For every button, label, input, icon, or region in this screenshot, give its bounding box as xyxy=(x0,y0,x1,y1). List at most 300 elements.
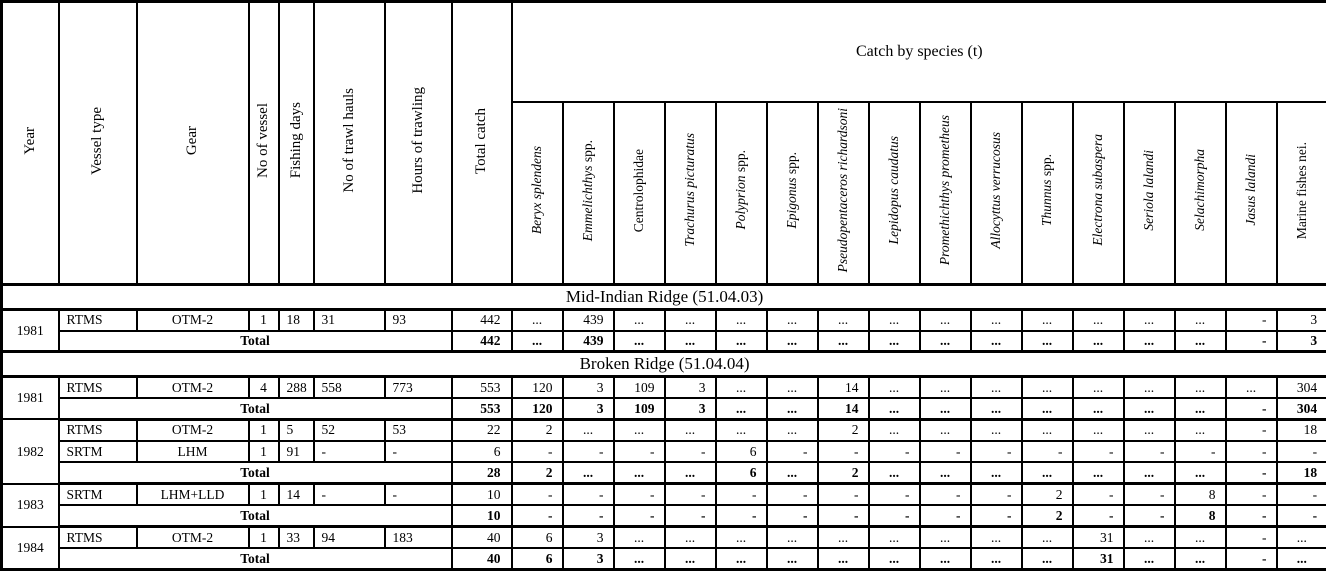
species-value-cell: ... xyxy=(1124,398,1175,419)
total-catch-cell: 40 xyxy=(452,548,512,570)
fishing-days-cell: 288 xyxy=(279,377,314,398)
species-value-cell: ... xyxy=(920,527,971,548)
species-value-cell: ... xyxy=(971,398,1022,419)
species-value-cell: ... xyxy=(1073,398,1124,419)
species-value-cell: - xyxy=(1226,309,1277,330)
species-value-cell: ... xyxy=(869,548,920,570)
species-value-cell: - xyxy=(1277,505,1326,526)
data-row xyxy=(2,419,1326,440)
total-row xyxy=(2,398,1326,419)
species-value-cell: 2 xyxy=(512,419,563,440)
species-group-header: Catch by species (t) xyxy=(512,2,1326,102)
species-value-cell: - xyxy=(1226,548,1277,570)
hours-trawling-cell: 183 xyxy=(385,527,452,548)
species-value-cell: - xyxy=(665,505,716,526)
species-value-cell: 14 xyxy=(818,377,869,398)
col-header-species xyxy=(971,102,1022,285)
species-name: Emmelichthys spp. xyxy=(580,139,596,241)
col-header-species xyxy=(563,102,614,285)
species-value-cell: ... xyxy=(971,309,1022,330)
species-value-cell: ... xyxy=(716,331,767,352)
fishing-days-cell: 18 xyxy=(279,309,314,330)
col-header-species xyxy=(920,102,971,285)
no-of-vessel-cell: 4 xyxy=(249,377,279,398)
species-value-cell: - xyxy=(818,441,869,462)
species-name: Marine fishes nei. xyxy=(1294,141,1310,239)
col-header-species xyxy=(1022,102,1073,285)
hours-trawling-cell: 53 xyxy=(385,419,452,440)
species-value-cell: - xyxy=(767,441,818,462)
species-value-cell: - xyxy=(665,441,716,462)
species-value-cell: ... xyxy=(1073,331,1124,352)
species-value-cell: ... xyxy=(614,462,665,483)
species-value-cell: ... xyxy=(665,309,716,330)
species-value-cell: - xyxy=(869,505,920,526)
hours-trawling-cell: - xyxy=(385,441,452,462)
species-value-cell: ... xyxy=(563,462,614,483)
data-row xyxy=(2,484,1326,505)
species-value-cell: - xyxy=(767,484,818,505)
species-value-cell: - xyxy=(563,441,614,462)
species-name: Pseudopentaceros richardsoni xyxy=(835,108,851,273)
species-value-cell: ... xyxy=(971,419,1022,440)
vessel-type-cell: RTMS xyxy=(59,419,137,440)
species-value-cell: - xyxy=(1277,441,1326,462)
species-value-cell: ... xyxy=(1022,419,1073,440)
no-of-vessel-cell: 1 xyxy=(249,309,279,330)
species-value-cell: ... xyxy=(767,548,818,570)
col-header-species xyxy=(1277,102,1326,285)
species-value-cell: - xyxy=(869,484,920,505)
species-value-cell: - xyxy=(1124,505,1175,526)
vessel-type-cell: RTMS xyxy=(59,527,137,548)
species-value-cell: - xyxy=(1226,441,1277,462)
species-value-cell: 304 xyxy=(1277,377,1326,398)
species-value-cell: - xyxy=(1073,484,1124,505)
trawl-hauls-cell: - xyxy=(314,484,385,505)
species-value-cell: ... xyxy=(818,548,869,570)
col-header-vessel-type xyxy=(59,2,137,285)
species-value-cell: ... xyxy=(920,462,971,483)
section-row xyxy=(2,285,1326,310)
species-value-cell: ... xyxy=(1277,527,1326,548)
vessel-type-cell: RTMS xyxy=(59,309,137,330)
trawl-hauls-cell: 52 xyxy=(314,419,385,440)
species-value-cell: - xyxy=(1277,484,1326,505)
no-of-vessel-cell: 1 xyxy=(249,419,279,440)
species-value-cell: ... xyxy=(818,527,869,548)
col-header-vessel-type-label: Vessel type xyxy=(89,106,106,175)
species-value-cell: ... xyxy=(1124,377,1175,398)
total-row xyxy=(2,505,1326,526)
year-cell: 1981 xyxy=(2,309,59,352)
section-header: Mid-Indian Ridge (51.04.03) xyxy=(2,285,1326,310)
species-name: Allocyttus verrucosus xyxy=(988,131,1004,249)
species-value-cell: ... xyxy=(716,377,767,398)
col-header-species xyxy=(665,102,716,285)
species-name: Polyprion spp. xyxy=(733,150,749,230)
species-value-cell: ... xyxy=(614,527,665,548)
species-value-cell: 109 xyxy=(614,377,665,398)
section-row xyxy=(2,352,1326,377)
species-value-cell: ... xyxy=(665,331,716,352)
total-label: Total xyxy=(59,548,452,570)
species-value-cell: 2 xyxy=(818,419,869,440)
species-value-cell: 2 xyxy=(818,462,869,483)
year-cell: 1984 xyxy=(2,527,59,570)
species-value-cell: ... xyxy=(1175,548,1226,570)
species-value-cell: - xyxy=(1073,505,1124,526)
species-value-cell: 3 xyxy=(563,398,614,419)
species-value-cell: - xyxy=(614,484,665,505)
col-header-species xyxy=(614,102,665,285)
col-header-species xyxy=(1226,102,1277,285)
species-value-cell: ... xyxy=(716,527,767,548)
species-value-cell: ... xyxy=(920,331,971,352)
species-value-cell: ... xyxy=(1124,309,1175,330)
col-header-species xyxy=(869,102,920,285)
species-value-cell: ... xyxy=(869,419,920,440)
species-value-cell: ... xyxy=(1022,377,1073,398)
species-value-cell: - xyxy=(971,505,1022,526)
species-value-cell: ... xyxy=(971,527,1022,548)
species-value-cell: 439 xyxy=(563,331,614,352)
species-value-cell: 6 xyxy=(716,441,767,462)
species-value-cell: ... xyxy=(1022,527,1073,548)
total-catch-cell: 442 xyxy=(452,331,512,352)
species-value-cell: 18 xyxy=(1277,419,1326,440)
species-value-cell: 439 xyxy=(563,309,614,330)
species-name: Lepidopus caudatus xyxy=(886,136,902,245)
col-header-total-catch xyxy=(452,2,512,285)
species-value-cell: ... xyxy=(869,527,920,548)
species-value-cell: ... xyxy=(920,377,971,398)
species-value-cell: - xyxy=(512,441,563,462)
species-value-cell: ... xyxy=(920,398,971,419)
species-value-cell: - xyxy=(716,484,767,505)
species-value-cell: ... xyxy=(665,527,716,548)
vessel-type-cell: SRTM xyxy=(59,484,137,505)
species-value-cell: 3 xyxy=(563,377,614,398)
species-value-cell: - xyxy=(1175,441,1226,462)
species-value-cell: ... xyxy=(665,419,716,440)
species-value-cell: ... xyxy=(818,309,869,330)
total-label: Total xyxy=(59,398,452,419)
species-value-cell: ... xyxy=(1175,398,1226,419)
species-value-cell: - xyxy=(1226,527,1277,548)
total-catch-cell: 553 xyxy=(452,398,512,419)
trawl-hauls-cell: 558 xyxy=(314,377,385,398)
species-value-cell: 3 xyxy=(665,398,716,419)
species-value-cell: - xyxy=(1226,505,1277,526)
species-name: Promethichthys prometheus xyxy=(937,115,953,266)
total-row xyxy=(2,331,1326,352)
col-header-year xyxy=(2,2,59,285)
species-value-cell: ... xyxy=(1226,377,1277,398)
species-value-cell: ... xyxy=(869,331,920,352)
species-value-cell: - xyxy=(1226,398,1277,419)
no-of-vessel-cell: 1 xyxy=(249,527,279,548)
species-value-cell: - xyxy=(614,441,665,462)
total-catch-cell: 10 xyxy=(452,505,512,526)
col-header-no-of-vessel xyxy=(249,2,279,285)
gear-cell: OTM-2 xyxy=(137,419,249,440)
trawl-hauls-cell: 94 xyxy=(314,527,385,548)
species-value-cell: - xyxy=(818,484,869,505)
species-value-cell: ... xyxy=(767,398,818,419)
species-value-cell: ... xyxy=(512,309,563,330)
gear-cell: OTM-2 xyxy=(137,377,249,398)
species-value-cell: ... xyxy=(1175,527,1226,548)
species-value-cell: ... xyxy=(1175,309,1226,330)
species-value-cell: ... xyxy=(767,309,818,330)
total-catch-cell: 40 xyxy=(452,527,512,548)
data-row xyxy=(2,309,1326,330)
species-value-cell: ... xyxy=(614,548,665,570)
species-value-cell: 8 xyxy=(1175,484,1226,505)
species-value-cell: - xyxy=(1124,484,1175,505)
species-value-cell: ... xyxy=(869,462,920,483)
col-header-fishing-days-label: Fishing days xyxy=(287,102,304,179)
species-value-cell: ... xyxy=(1022,462,1073,483)
gear-cell: LHM+LLD xyxy=(137,484,249,505)
species-value-cell: 31 xyxy=(1073,527,1124,548)
no-of-vessel-cell: 1 xyxy=(249,441,279,462)
data-row xyxy=(2,377,1326,398)
header-row-top xyxy=(2,2,1326,102)
species-value-cell: ... xyxy=(1277,548,1326,570)
species-value-cell: ... xyxy=(971,331,1022,352)
species-value-cell: ... xyxy=(869,398,920,419)
species-value-cell: ... xyxy=(920,548,971,570)
species-name: Electrona subaspera xyxy=(1090,134,1106,247)
col-header-fishing-days xyxy=(279,2,314,285)
fishing-days-cell: 14 xyxy=(279,484,314,505)
species-value-cell: ... xyxy=(1124,331,1175,352)
species-name: Epigonus spp. xyxy=(784,151,800,229)
col-header-gear-label: Gear xyxy=(184,125,201,156)
col-header-species xyxy=(1073,102,1124,285)
species-value-cell: - xyxy=(1226,462,1277,483)
species-value-cell: ... xyxy=(614,419,665,440)
col-header-trawl-hauls xyxy=(314,2,385,285)
species-value-cell: - xyxy=(563,505,614,526)
table-header xyxy=(2,2,1326,285)
species-value-cell: 6 xyxy=(512,527,563,548)
species-value-cell: 2 xyxy=(1022,484,1073,505)
species-value-cell: 18 xyxy=(1277,462,1326,483)
trawl-hauls-cell: - xyxy=(314,441,385,462)
species-value-cell: ... xyxy=(614,331,665,352)
species-value-cell: ... xyxy=(665,548,716,570)
fishing-days-cell: 33 xyxy=(279,527,314,548)
species-value-cell: 8 xyxy=(1175,505,1226,526)
total-row xyxy=(2,548,1326,570)
species-value-cell: - xyxy=(1022,441,1073,462)
col-header-trawl-hauls-label: No of trawl hauls xyxy=(340,88,357,193)
species-value-cell: ... xyxy=(716,419,767,440)
col-header-species xyxy=(1124,102,1175,285)
species-value-cell: 304 xyxy=(1277,398,1326,419)
species-value-cell: ... xyxy=(716,309,767,330)
species-value-cell: ... xyxy=(971,377,1022,398)
total-label: Total xyxy=(59,462,452,483)
total-catch-cell: 6 xyxy=(452,441,512,462)
species-value-cell: 120 xyxy=(512,377,563,398)
species-value-cell: - xyxy=(920,505,971,526)
col-header-species xyxy=(512,102,563,285)
species-value-cell: ... xyxy=(1022,331,1073,352)
hours-trawling-cell: 773 xyxy=(385,377,452,398)
species-value-cell: ... xyxy=(716,398,767,419)
species-value-cell: 3 xyxy=(1277,331,1326,352)
species-value-cell: ... xyxy=(1124,462,1175,483)
hours-trawling-cell: 93 xyxy=(385,309,452,330)
species-value-cell: ... xyxy=(920,309,971,330)
species-value-cell: ... xyxy=(1175,377,1226,398)
species-value-cell: - xyxy=(512,505,563,526)
species-value-cell: 3 xyxy=(563,548,614,570)
species-value-cell: - xyxy=(1073,441,1124,462)
species-name: Thunnus spp. xyxy=(1039,154,1055,227)
species-value-cell: ... xyxy=(1175,331,1226,352)
species-value-cell: 2 xyxy=(512,462,563,483)
species-value-cell: ... xyxy=(1124,419,1175,440)
vessel-type-cell: RTMS xyxy=(59,377,137,398)
species-value-cell: - xyxy=(512,484,563,505)
species-value-cell: - xyxy=(920,441,971,462)
total-catch-cell: 442 xyxy=(452,309,512,330)
total-row xyxy=(2,462,1326,483)
species-value-cell: 3 xyxy=(665,377,716,398)
species-value-cell: ... xyxy=(1022,309,1073,330)
trawl-hauls-cell: 31 xyxy=(314,309,385,330)
species-value-cell: 6 xyxy=(716,462,767,483)
col-header-species xyxy=(818,102,869,285)
species-value-cell: ... xyxy=(1124,527,1175,548)
species-value-cell: ... xyxy=(869,377,920,398)
fishing-days-cell: 5 xyxy=(279,419,314,440)
gear-cell: OTM-2 xyxy=(137,309,249,330)
col-header-species xyxy=(767,102,818,285)
species-value-cell: ... xyxy=(1073,377,1124,398)
species-value-cell: ... xyxy=(767,419,818,440)
data-row xyxy=(2,441,1326,462)
total-label: Total xyxy=(59,505,452,526)
species-value-cell: ... xyxy=(1073,309,1124,330)
section-header: Broken Ridge (51.04.04) xyxy=(2,352,1326,377)
species-value-cell: - xyxy=(716,505,767,526)
species-value-cell: ... xyxy=(1022,548,1073,570)
species-name: Beryx splendens xyxy=(529,146,545,235)
total-catch-cell: 28 xyxy=(452,462,512,483)
total-catch-cell: 553 xyxy=(452,377,512,398)
species-value-cell: ... xyxy=(767,527,818,548)
species-value-cell: ... xyxy=(512,331,563,352)
species-value-cell: - xyxy=(971,441,1022,462)
species-value-cell: ... xyxy=(1022,398,1073,419)
species-value-cell: 31 xyxy=(1073,548,1124,570)
species-name: Trachurus picturatus xyxy=(682,133,698,248)
year-cell: 1983 xyxy=(2,484,59,527)
species-value-cell: 14 xyxy=(818,398,869,419)
species-value-cell: - xyxy=(1226,484,1277,505)
species-value-cell: - xyxy=(818,505,869,526)
col-header-hours-trawling-label: Hours of trawling xyxy=(409,87,426,194)
species-value-cell: - xyxy=(614,505,665,526)
species-value-cell: 120 xyxy=(512,398,563,419)
species-value-cell: - xyxy=(767,505,818,526)
col-header-species xyxy=(1175,102,1226,285)
col-header-hours-trawling xyxy=(385,2,452,285)
col-header-year-label: Year xyxy=(21,126,38,155)
total-catch-cell: 22 xyxy=(452,419,512,440)
species-value-cell: 3 xyxy=(1277,309,1326,330)
col-header-species xyxy=(716,102,767,285)
species-value-cell: ... xyxy=(1073,462,1124,483)
species-value-cell: - xyxy=(869,441,920,462)
species-value-cell: - xyxy=(563,484,614,505)
species-value-cell: - xyxy=(971,484,1022,505)
species-value-cell: - xyxy=(1226,419,1277,440)
species-name: Jasus lalandi xyxy=(1243,154,1259,227)
species-value-cell: ... xyxy=(869,309,920,330)
species-value-cell: ... xyxy=(818,331,869,352)
col-header-total-catch-label: Total catch xyxy=(473,107,490,174)
col-header-gear xyxy=(137,2,249,285)
year-cell: 1981 xyxy=(2,377,59,420)
year-cell: 1982 xyxy=(2,419,59,483)
table-body xyxy=(2,285,1326,570)
species-value-cell: 2 xyxy=(1022,505,1073,526)
species-value-cell: ... xyxy=(767,377,818,398)
gear-cell: LHM xyxy=(137,441,249,462)
species-name: Centrolophidae xyxy=(631,148,647,232)
data-row xyxy=(2,527,1326,548)
species-value-cell: ... xyxy=(1175,462,1226,483)
species-value-cell: ... xyxy=(971,462,1022,483)
species-value-cell: ... xyxy=(767,462,818,483)
gear-cell: OTM-2 xyxy=(137,527,249,548)
species-value-cell: 109 xyxy=(614,398,665,419)
species-value-cell: ... xyxy=(1073,419,1124,440)
species-value-cell: ... xyxy=(614,309,665,330)
total-catch-cell: 10 xyxy=(452,484,512,505)
species-value-cell: 3 xyxy=(563,527,614,548)
species-value-cell: ... xyxy=(1175,419,1226,440)
species-value-cell: ... xyxy=(563,419,614,440)
species-name: Seriola lalandi xyxy=(1141,149,1157,231)
vessel-type-cell: SRTM xyxy=(59,441,137,462)
species-value-cell: ... xyxy=(716,548,767,570)
species-name: Selachimorpha xyxy=(1192,149,1208,232)
no-of-vessel-cell: 1 xyxy=(249,484,279,505)
species-value-cell: - xyxy=(665,484,716,505)
species-value-cell: - xyxy=(1124,441,1175,462)
hours-trawling-cell: - xyxy=(385,484,452,505)
species-value-cell: - xyxy=(1226,331,1277,352)
total-label: Total xyxy=(59,331,452,352)
species-value-cell: ... xyxy=(665,462,716,483)
species-value-cell: ... xyxy=(1124,548,1175,570)
species-value-cell: - xyxy=(920,484,971,505)
fishing-days-cell: 91 xyxy=(279,441,314,462)
col-header-no-of-vessel-label: No of vessel xyxy=(255,103,272,178)
species-value-cell: ... xyxy=(971,548,1022,570)
species-value-cell: ... xyxy=(767,331,818,352)
species-value-cell: ... xyxy=(920,419,971,440)
species-value-cell: 6 xyxy=(512,548,563,570)
